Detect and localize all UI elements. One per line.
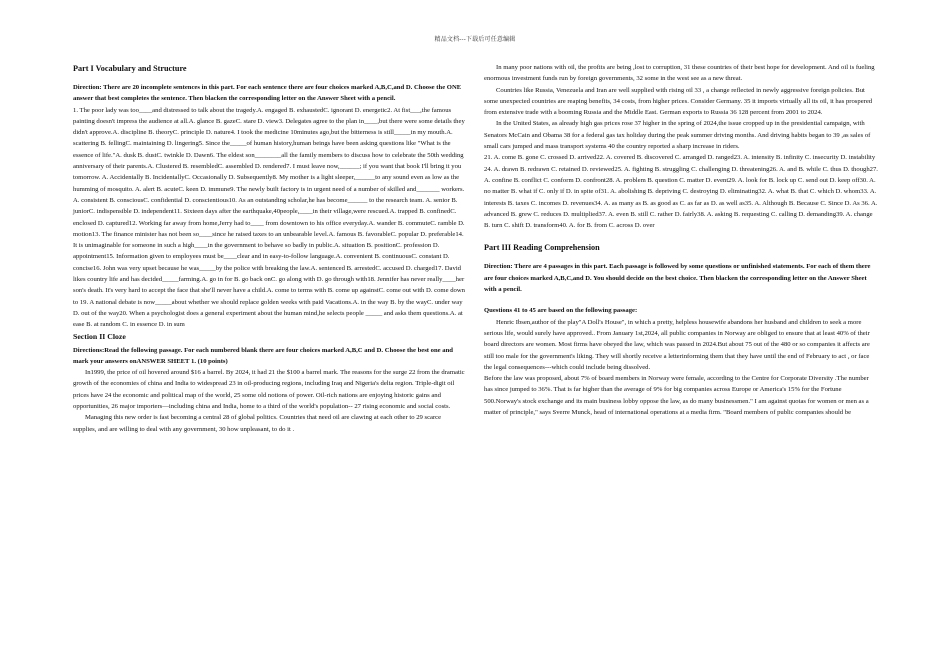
left-column [73, 62, 465, 435]
part1-directions: Direction: There are 20 incomplete sentences in this part. For each sentence there are four choices marked A,B,C,and D. Choose the ONE answer that best completes the sentence. Then blacken the corresponding letter on the Answer Sheet with a pencil. [73, 84, 462, 103]
part1-questions: 1. The poor lady was too____and distressed to talk about the tragedy.A. engaged B. exhaustedC. ignorant D. energetic2. At fist___,the famous painting doesn't impress the audience at all.A. glance B. gazeC. stare D. view3. Delegates agree to the plan in____,but there were some details they didn't approve.A. discipline B. theoryC. principle D. nature4. I took the medicine 10minutes ago,but the bitterness is still_____in my mouth.A. scattering B. fellingC. maintaining D. lingering5. Since the_____of human history,human beings have been asking questions like "What is the essence of life."A. dusk B. dustC. twinkle D. Dawn6. The eldest son________all the family members to discuss how to celebrate the 50th wedding anniversary of their parents.A. Clustered B. resembledC. assembled D. rendered7. I must leave now,______; if you want that book I'll bring it you tomorrow. A. Accidentally B. IncidentallyC. Occasionally D. Subsequently8. My mother is a light sleeper,______to any sound even as low as the humming of mosquito. A. alert B. acuteC. keen D. immune9. The newly built factory is in urgent need of a number of skilled and_______ workers. A. consistent B. consciousC. confidential D. conscientious10. As an outstanding scholar,he has become______ to the research team. A. senior B. juniorC. indispensible D. independent11. Sixteen days after the earthquake,40people,____in their village,were rescued.A. trapped B. confinedC. enclosed D. captured12. Working far away from home,Jerry had to____ from downtown to his office everyday.A. wander B. commuteC. ramble D. motion13. The finance minister has not been so____since he raised taxes to an unbearable level.A. famous B. favorableC. popular D. preferable14. It is unimaginable for someone in such a high____in the government to behave so badly in public.A. situation B. positionC. profession D. appointment15. Information given to employees must be____clear and in easy-to-follow language.A. convenient B. continuousC. constant D. concise16. John was very upset because he was_____by the police with breaking the law.A. sentenced B. arrestedC. accused D. charged17. David likes country life and has decided_____farming.A. go in for B. go back onC. go along with D. go through with18. Jennifer has never really____her son's death. It's very hard to accept the face that she'll never have a child.A. come to terms with B. come up againstC. come out with D. come down to 19. A national debate is now_____about whether we should replace golden weeks with paid Vacations.A. in the way B. by the wayC. under way D. out of the way20. When a psychologist does a general experiment about the human mind,he selects people _____ and asks them questions.A. at ease B. at random C. in essence D. in sum [73, 106, 465, 329]
cloze-paragraph-3: In many poor nations with oil, the profits are being ,lost to corruption, 31 these countries of their best hope for development. And oil is fueling enormous investment funds run by foreign governments, 32 some in the west see as a new threat. [484, 64, 875, 83]
right-column [484, 62, 878, 418]
reading-paragraph-1: Henric Ibsen,author of the play"A Doll's House", in which a pretty, helpless housewife abandons her husband and children to seek a more serious life, would surely have approved.. From January 1st,2024, all public companies in Norway are obliged to ensure that at least 40% of their board directors are women. Most firms have obeyed the law, which was passed in 2024.But about 75 out of the 480 or so companies it affects are still too male for the government's liking. They will shortly receive a letterinforming them that they have until the end of February to act , or face the legal consequences---which could include being dissolved. [484, 318, 870, 371]
part3-title: Part III Reading Comprehension [484, 243, 600, 253]
questions-heading: Questions 41 to 45 are based on the following passage: [484, 307, 638, 315]
part1-title: Part I Vocabulary and Structure [73, 64, 187, 73]
cloze-paragraph-5: In the United States, as already high gas prices rose 37 higher in the spring of 2024,the issue cropped up in the presidential campaign, with Senators McCain and Obama 38 for a federal gas tax holiday during the peak summer driving months. And driving habits began to 39 ,as sales of small cars jumped and mass transport systems 40 the country reported a sharp increase in riders. [484, 120, 871, 151]
cloze-paragraph-1: In1999, the price of oil hovered around $16 a barrel. By 2024, it had 21 the $100 a barrel mark. The reasons for the surge 22 from the dramatic growth of the economies of china and India to widespread 23 in oil-producing regions, including Iraq and Nigeria's delta region. Triple-digit oil prices have 24 the economic and political map of the world, 25 some old notions of power. Oil-rich nations are enjoying historic gains and opportunities, 26 major importers—including china and India, home to a third of the world's population-- 27 rising economic and social costs. [73, 369, 465, 411]
header-note: 精品文档---下载后可任意编辑 [434, 37, 516, 43]
cloze-options: 21. A. come B. gone C. crossed D. arrived22. A. covered B. discovered C. arranged D. ranged23. A. intensity B. infinity C. insecurity D. instability 24. A. drawn B. redrawn C. retained D. reviewed25. A. fighting B. struggling C. challenging D. threatening26. A. and B. while C. thus D. though27. A. confine B. conflict C. conform D. confront28. A. problem B. question C. matter D. event29. A. look for B. lock up C. send out D. keep off30. A. no matter B. what if C. only if D. in spite of31. A. abolishing B. depriving C. destroying D. eliminating32. A. what B. that C. which D. whom33. A. interests B. taxes C. incomes D. revenues34. A. as many as B. as good as C. as far as D. as well as35. A. Although B. Because C. Since D. As 36. A. advanced B. grew C. reduces D. multiplied37. A. even B. still C. rather D. fairly38. A. asking B. requesting C. calling D. demanding39. A. change B. turn C. shift D. transform40. A. for B. from C. across D. over [484, 154, 878, 230]
part3-directions: Direction: There are 4 passages in this part. Each passage is followed by some questions or unfinished statements. For each of them there are four choices marked A,B,C,and D. You should decide on the best choice. Then blacken the corresponding letter on the Answer Sheet with a pencil. [484, 263, 871, 294]
cloze-paragraph-4: Countries like Russia, Venezuela and Iran are well supplied with rising oil 33 , a change reflected in newly aggressive foreign policies. But some unexpected countries are reaping benefits, 34 costs, from higher prices. Consider Germany. 35 it imports virtually all its oil, it has prospered from extensive trade with a booming Russia and the Middle East. German exports to Russia 36 128 percent from 2001 to 2024. [484, 86, 873, 117]
cloze-paragraph-2-start: Managing this new order is fast becoming a central 28 of global politics. Countries that need oil are clawing at each other to 29 scarce supplies, and are willing to deal with any government, 30 how unpleasant, to do it . [73, 414, 442, 433]
part2-title: Section II Cloze [73, 331, 126, 341]
part2-directions: Directions:Read the following passage. For each numbered blank there are four choices marked A,B,C and D. Choose the best one and mark your answers onANSWER SHEET 1. (10 points) [73, 346, 453, 365]
reading-paragraph-2: Before the law was proposed, about 7% of board members in Norway were female, according to the Centre for Corporate Diversity .The number has since jumped to 36%. That is far higher than the average of 9% for big companies across Europe or America's 15% for the Fortune 500.Norway's stock exchange and its main business lobby oppose the law, as do many businessmen." I am against quotas for women or men as a matter of principle," says Sverre Munck, head of international operations at a media firm. "Board members of public companies should be [484, 375, 869, 417]
